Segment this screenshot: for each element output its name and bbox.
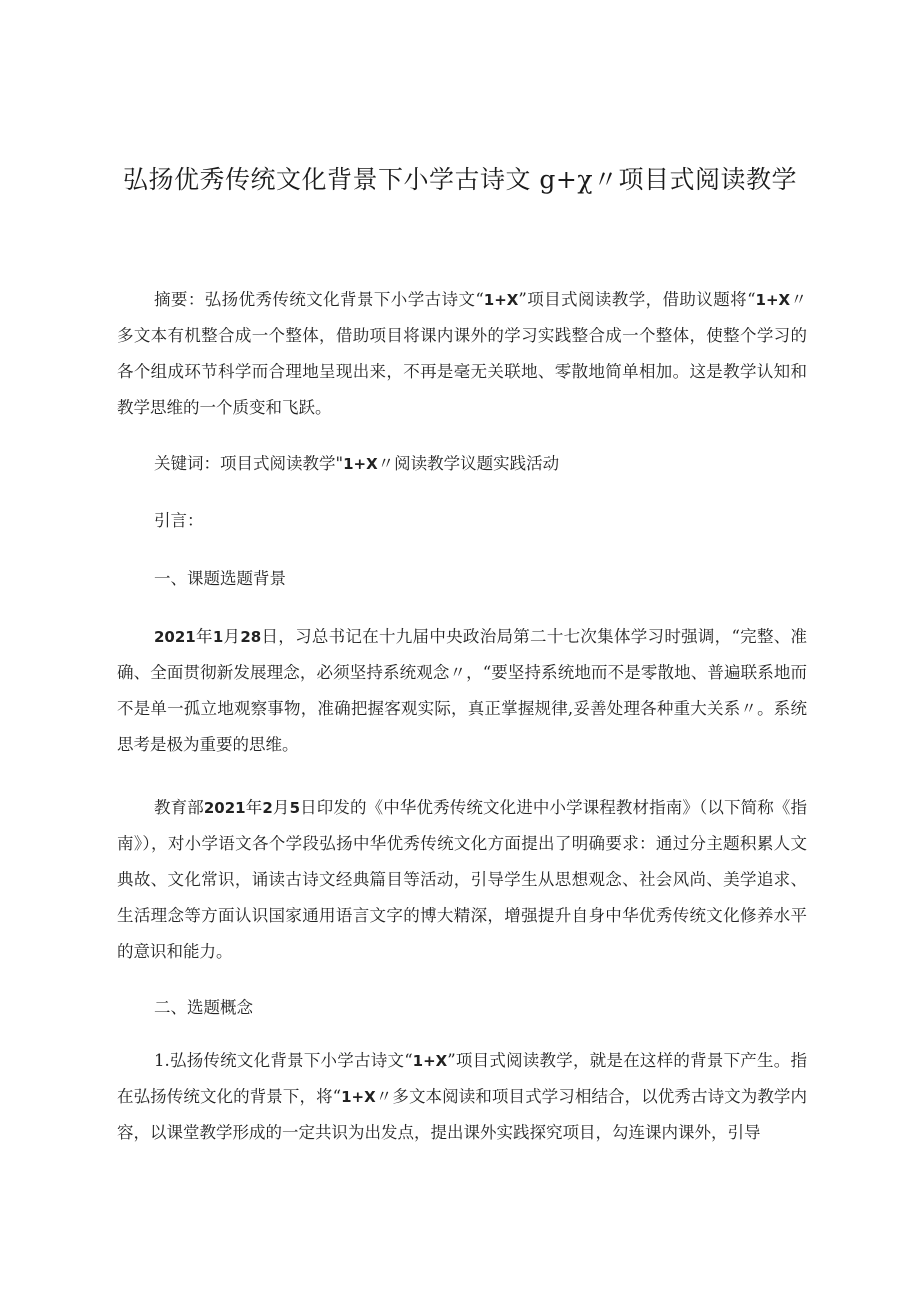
paragraph-text: 年 — [195, 627, 213, 646]
date-year: 2021 — [154, 628, 196, 646]
keywords-label: 关键词： — [154, 454, 220, 473]
paragraph-text: 月 — [223, 627, 241, 646]
keywords-term: 1+X — [343, 455, 378, 473]
keywords-text: 〃阅读教学议题实践活动 — [377, 454, 560, 473]
section1-paragraph-2 — [117, 790, 807, 970]
paragraph-text: 日，习总书记在十九届中央政治局第二十七次集体学习时强调，“完整、准确、全面贯彻新发展理念，必须坚持系统观念〃，“要坚持系统地而不是零散地、普遍联系地而不是单一孤立地观察事物，准确把握客观实际，真正掌握规律,妥善处理各种重大关系〃。系统思考是极为重要的思维。 — [117, 627, 808, 754]
term-bold: 1+X — [341, 1088, 376, 1106]
abstract-text: ”项目式阅读教学，借助议题将“ — [518, 290, 756, 309]
date-year: 2021 — [203, 799, 246, 817]
date-day: 28 — [240, 628, 262, 646]
section2-heading: 二、选题概念 — [154, 998, 253, 1017]
term-bold: 1+X — [412, 1052, 448, 1070]
paragraph-text: 月 — [272, 798, 290, 817]
abstract-paragraph — [117, 282, 807, 426]
paragraph-text: 1.弘扬传统文化背景下小学古诗文“ — [154, 1051, 413, 1070]
paragraph-text: 日印发的《中华优秀传统文化进中小学课程教材指南》（以下简称《指南》），对小学语文各个学段弘扬中华优秀传统文化方面提出了明确要求：通过分主题积累人文典故、文化常识，诵读古诗文经典篇目等活动，引导学生从思想观念、社会风尚、美学追求、生活理念等方面认识国家通用语言文字的博大精深，增强提升自身中华优秀传统文化修养水平的意识和能力。 — [117, 798, 808, 961]
keywords-line — [154, 446, 559, 482]
date-month: 2 — [262, 799, 273, 817]
document-title: 弘扬优秀传统文化背景下小学古诗文 g+χ〃项目式阅读教学 — [122, 165, 798, 194]
section1-heading: 一、课题选题背景 — [154, 569, 286, 588]
abstract-label: 摘要： — [154, 290, 205, 309]
section2-paragraph-1 — [117, 1043, 807, 1151]
paragraph-text: 教育部 — [154, 798, 204, 817]
abstract-text: 〃多文本有机整合成一个整体，借助项目将课内课外的学习实践整合成一个整体，使整个学习的各个组成环节科学而合理地呈现出来，不再是毫无关联地、零散地简单相加。这是教学认知和教学思维的一个质变和飞跃。 — [117, 290, 808, 417]
abstract-text: 弘扬优秀传统文化背景下小学古诗文“ — [204, 290, 484, 309]
keywords-text: 项目式阅读教学" — [220, 454, 344, 473]
intro-label: 引言： — [154, 511, 204, 530]
date-day: 5 — [289, 799, 300, 817]
paragraph-text: 〃多文本阅读和项目式学习相结合，以优秀古诗文为教学内容，以课堂教学形成的一定共识为出发点，提出课外实践探究项目，勾连课内课外，引导 — [117, 1087, 808, 1142]
section1-paragraph-1 — [117, 619, 807, 763]
date-month: 1 — [212, 628, 224, 646]
abstract-term: 1+X — [483, 291, 519, 309]
abstract-term: 1+X — [755, 291, 791, 309]
paragraph-text: ”项目式阅读教学，就是在这样的背景下产生。指在弘扬传统文化的背景下，将“ — [117, 1051, 807, 1106]
paragraph-text: 年 — [245, 798, 263, 817]
